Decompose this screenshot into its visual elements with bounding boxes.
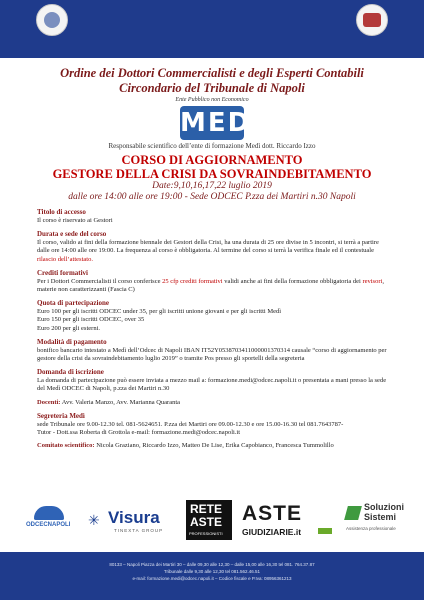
section-title: Quota di partecipazione [37, 299, 109, 308]
flyer-body [37, 208, 392, 455]
footer-address: 80133 – Napoli Piazza dei Martiri 30 – dalle 09,30 alle 12,30 – dalle 15,00 alle 16,30 tel 081. 764.37.87 [109, 562, 315, 567]
rete-logo-text: RETE [190, 502, 223, 516]
secretariat-line: Tutor - Dott.ssa Roberta di Grottola e-mail: formazione.medi@odcec.napoli.it [37, 429, 241, 437]
org-name: Ordine dei Dottori Commercialisti e degli Esperti Contabili [60, 66, 364, 80]
order-emblem-icon [36, 4, 68, 36]
section-title: Titolo di accesso [37, 208, 86, 216]
section-secretariat [37, 412, 392, 437]
section-text [37, 278, 392, 294]
soluzioni-sistemi-logo [346, 500, 410, 540]
rete-logo-sub: PROFESSIONISTI [189, 531, 223, 536]
aste-logo-text: ASTE [242, 502, 303, 525]
soluzioni-logo-sub: Assistenza professionale [346, 526, 396, 531]
credits-text: validi anche ai fini della formazione obbligatoria dei [222, 277, 363, 285]
certificate-note: rilascio dell’attestato. [37, 255, 93, 263]
course-subtitle: GESTORE DELLA CRISI DA SOVRAINDEBITAMENTO [52, 167, 372, 181]
aste-accent-icon [318, 528, 332, 534]
soluzioni-mark-icon [344, 506, 362, 520]
fee-line: Euro 200 per gli esterni. [37, 324, 100, 332]
section-fee [37, 299, 392, 333]
section-text [37, 239, 392, 264]
rete-logo-text: ASTE [190, 515, 223, 529]
soluzioni-logo-text: Soluzioni [364, 502, 404, 512]
sponsor-logos [24, 500, 404, 540]
medi-logo: MEDÌ [180, 108, 263, 138]
aste-logo-sub: GIUDIZIARIE.it [242, 527, 302, 537]
rete-aste-logo [186, 500, 232, 540]
section-title: Comitato scientifico: [37, 442, 95, 450]
org-circondario: Circondario del Tribunale di Napoli [119, 81, 305, 95]
header [0, 66, 424, 203]
aste-giudiziarie-logo [242, 500, 338, 540]
teachers-names: Avv. Valeria Manzo, Avv. Marianna Quaranta [60, 398, 181, 406]
visura-star-icon: ✳ [88, 512, 100, 528]
credits-text: , materie non caratterizzanti (Fascia C) [37, 277, 384, 294]
top-banner [0, 0, 424, 58]
footer-tribunal: Tribunale dalle 9,30 alle 12,30 tel 081.562.46.51 [163, 569, 261, 574]
odcec-napoli-logo [24, 500, 82, 540]
section-title: Domanda di iscrizione [37, 368, 104, 377]
tribunal-emblem-icon [356, 4, 388, 36]
credits-auditors: revisori [362, 277, 383, 285]
duration-text: Il corso, valido ai fini della formazione biennale dei Gestori della Crisi, ha una durata di 25 ore divise in 5 incontri, si terrà a partire dalle ore 14:00 alle ore 19:00. La frequenza al corso è obbligatoria. Al termine del corso si terrà la verifica finale ed il contestuale [37, 239, 379, 255]
visura-logo [88, 500, 174, 540]
section-credits [37, 269, 392, 294]
section-committee [37, 442, 392, 450]
fee-line: Euro 150 per gli iscritti ODCEC, over 35 [37, 316, 145, 324]
course-hours-venue: dalle ore 14:00 alle ore 19:00 - Sede ODCEC P.zza dei Martiri n.30 Napoli [68, 192, 356, 202]
section-text: bonifico bancario intestato a Medì dell’Odcec di Napoli IBAN IT52Y0538703411000001370314 causale “corso di aggiornamento per gestore della crisi da sovraindebitamento luglio 2019” o tramite Pos presso gli sportelli della segreteria [37, 346, 387, 363]
section-title: Segreteria Medì [37, 411, 85, 420]
visura-logo-text: Visura [108, 508, 160, 527]
org-subtitle: Ente Pubblico non Economico [175, 97, 249, 103]
scientific-responsible: Responsabile scientifico dell’ente di formazione Medì dott. Riccardo Izzo [108, 142, 316, 150]
footer [0, 552, 424, 600]
section-duration [37, 230, 392, 264]
section-title: Modalità di pagamento [37, 337, 107, 346]
section-text: La domanda di partecipazione può essere inviata a mezzo mail a: formazione.medi@odcec.napoli.it o presentata a mani presso la sede del Medì ODCEC di Napoli, p.zza dei Martiri n.30 [37, 377, 387, 393]
section-title: Docenti: [37, 398, 61, 406]
credits-count: 25 cfp crediti formativi [162, 277, 223, 285]
section-teachers [37, 399, 392, 407]
soluzioni-logo-text: Sistemi [364, 512, 397, 522]
section-payment [37, 338, 392, 363]
visura-logo-sub: TINEXTA GROUP [114, 528, 164, 533]
secretariat-line: sede Tribunale ore 9.00-12.30 tel. 081-5624651. P.zza dei Martiri ore 09.00-12.30 e ore 15.00-16.30 tel 081.7643787- [37, 420, 344, 428]
section-access [37, 208, 392, 225]
footer-contact: e-mail: formazione.medi@odcec.napoli.it – Codice fiscale e P.Iva: 08956361213 [132, 576, 292, 581]
credits-text: Per i Dottori Commercialisti il corso conferisce [37, 277, 163, 285]
committee-line [37, 442, 392, 450]
section-text: Il corso è riservato ai Gestori [37, 217, 113, 224]
course-title: CORSO DI AGGIORNAMENTO [121, 153, 303, 167]
teachers-line [37, 399, 392, 407]
section-title: Crediti formativi [37, 268, 88, 277]
section-enrollment [37, 368, 392, 393]
fee-line: Euro 100 per gli iscritti ODCEC under 35, per gli iscritti unione giovani e per gli iscritti Medì [37, 308, 282, 316]
course-dates: Date:9,10,16,17,22 luglio 2019 [152, 181, 272, 191]
section-title: Durata e sede del corso [37, 230, 107, 239]
committee-names: Nicola Graziano, Riccardo Izzo, Matteo De Lise, Erika Capobianco, Francesca Tummolillo [94, 442, 334, 450]
odcec-arch-icon [34, 506, 64, 520]
odcec-logo-text: ODCECNAPOLI [26, 522, 71, 528]
